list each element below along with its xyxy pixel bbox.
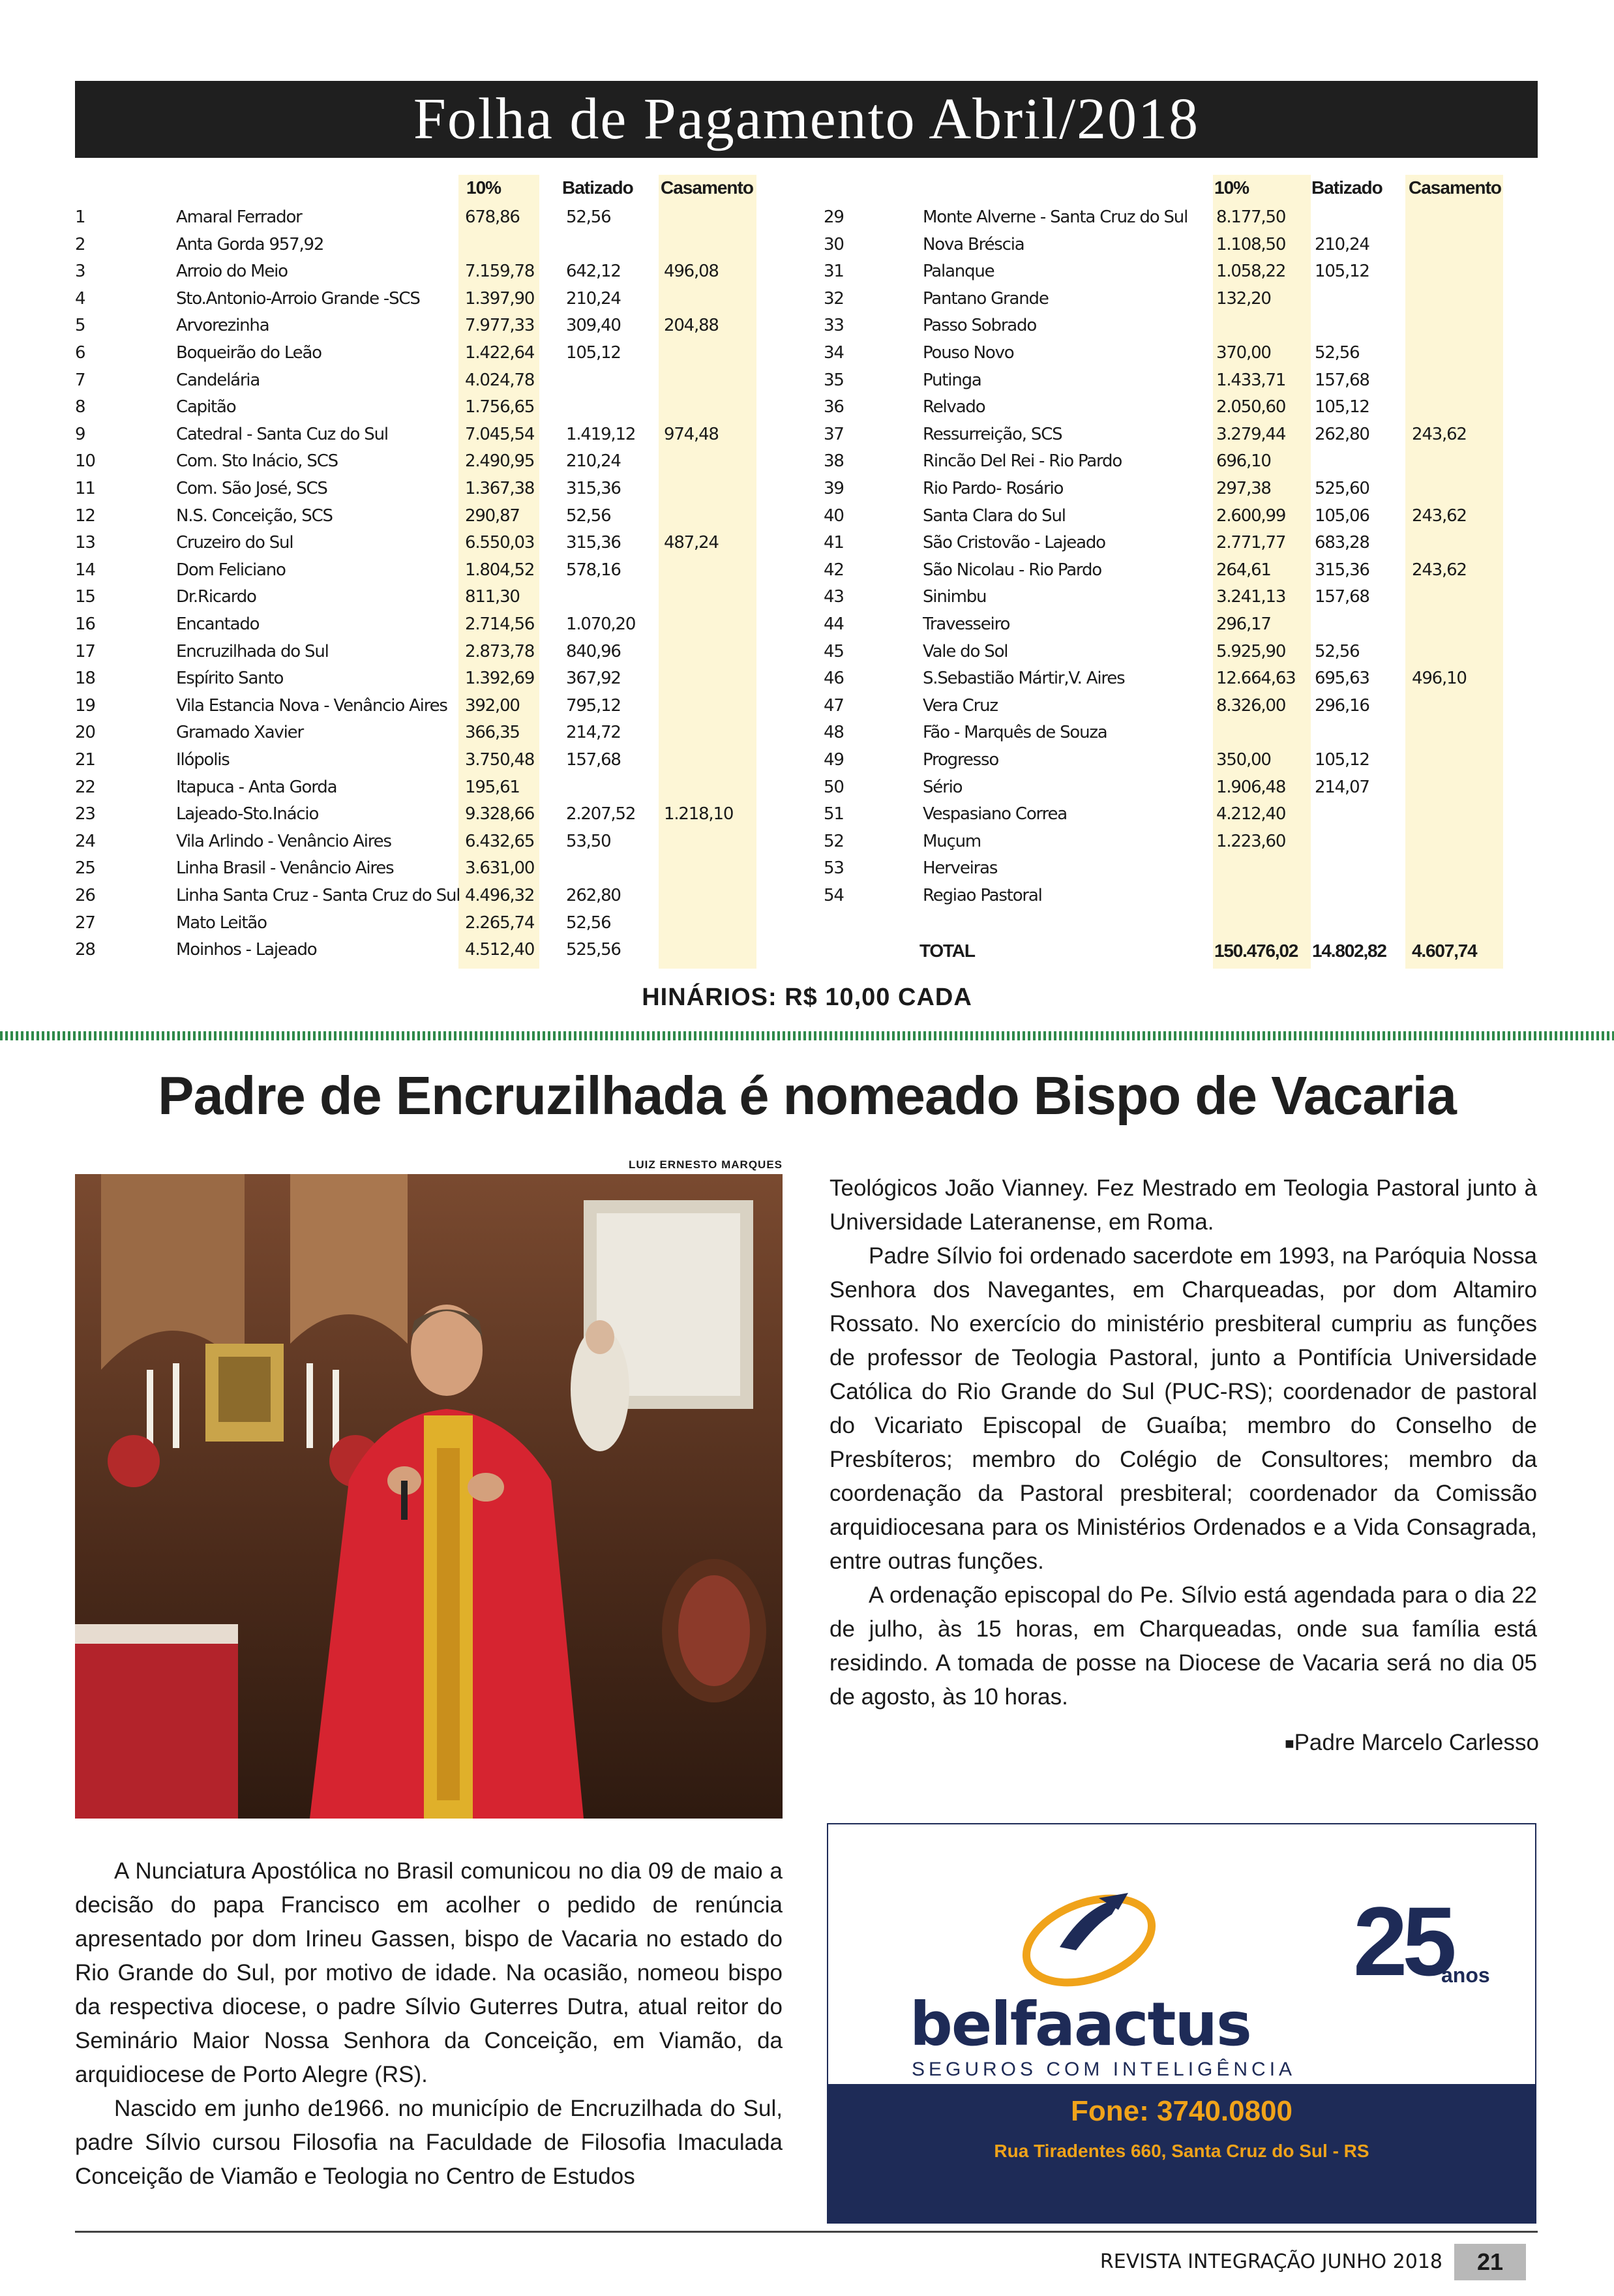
pct-value: 297,38 — [1216, 479, 1271, 498]
parish-name: Relvado — [923, 397, 985, 417]
row-number: 5 — [75, 316, 85, 336]
pct-value: 1.422,64 — [465, 343, 535, 363]
article-author — [1239, 1730, 1539, 1756]
author-name: Padre Marcelo Carlesso — [1294, 1730, 1539, 1755]
casamento-value: 243,62 — [1412, 506, 1467, 526]
batizado-value: 157,68 — [566, 750, 621, 770]
pct-value: 1.108,50 — [1216, 234, 1286, 254]
table-row — [0, 639, 1614, 666]
parish-name: Cruzeiro do Sul — [176, 533, 293, 553]
pct-value: 1.367,38 — [465, 479, 535, 498]
row-number: 38 — [824, 451, 844, 472]
row-number: 34 — [824, 343, 844, 363]
pct-value: 1.397,90 — [465, 288, 535, 309]
parish-name: Com. Sto Inácio, SCS — [176, 451, 338, 472]
parish-name: Rio Pardo- Rosário — [923, 479, 1064, 498]
table-row — [0, 286, 1614, 313]
batizado-value: 315,36 — [566, 479, 621, 498]
photo-credit: LUIZ ERNESTO MARQUES — [629, 1158, 783, 1171]
batizado-value: 157,68 — [1315, 370, 1369, 390]
pct-value: 3.750,48 — [465, 750, 535, 770]
pct-value: 8.326,00 — [1216, 695, 1286, 716]
parish-name: Pouso Novo — [923, 343, 1014, 363]
row-number: 43 — [824, 587, 844, 607]
parish-name: Mato Leitão — [176, 913, 267, 933]
pct-value: 1.058,22 — [1216, 262, 1286, 282]
row-number: 44 — [824, 614, 844, 634]
article-paragraph: Padre Sílvio foi ordenado sacerdote em 1993, na Paróquia Nossa Senhora dos Navegantes, em Charqueadas, por dom Altamiro Rossato. No exercício do ministério presbiteral cumpriu as funções de professor de Teologia Pastoral, junto a Pontifícia Universidade Católica do Rio Grande do Sul (PUC-RS); coordenador de pastoral do Vicariato Episcopal de Guaíba; membro do Conselho de Presbíteros; membro do Colégio de Consultores; membro da coordenação da Pastoral presbiteral; coordenador da Comissão arquidiocesana para os Ministérios Ordenados e a Vida Consagrada, entre outras funções. — [829, 1243, 1537, 1574]
row-number: 40 — [824, 506, 844, 526]
pct-value: 1.223,60 — [1216, 831, 1286, 851]
row-number: 45 — [824, 641, 844, 661]
belfaactus-logo-swoosh-icon — [1014, 1879, 1164, 1989]
pct-value: 7.045,54 — [465, 424, 535, 444]
parish-name: Com. São José, SCS — [176, 479, 327, 498]
parish-name: Ilópolis — [176, 750, 230, 770]
table-row — [0, 665, 1614, 693]
total-pct: 150.476,02 — [1214, 941, 1298, 961]
row-number: 3 — [75, 262, 85, 282]
parish-name: Linha Brasil - Venâncio Aires — [176, 858, 394, 879]
pct-value: 12.664,63 — [1216, 669, 1296, 689]
parish-name: São Nicolau - Rio Pardo — [923, 560, 1101, 580]
row-number: 49 — [824, 750, 844, 770]
row-number: 2 — [75, 234, 85, 254]
batizado-value: 105,06 — [1315, 506, 1369, 526]
parish-name: Vila Arlindo - Venâncio Aires — [176, 831, 391, 851]
table-row — [0, 394, 1614, 421]
table-row — [0, 232, 1614, 259]
parish-name: Arroio do Meio — [176, 262, 288, 282]
table-row — [0, 258, 1614, 286]
parish-name: Herveiras — [923, 858, 998, 879]
table-row — [0, 476, 1614, 503]
parish-name: Itapuca - Anta Gorda — [176, 777, 337, 797]
table-row — [0, 584, 1614, 611]
pct-value: 2.714,56 — [465, 614, 535, 634]
article-paragraph: Teológicos João Vianney. Fez Mestrado em Teologia Pastoral junto à Universidade Lateranense, em Roma. — [829, 1175, 1537, 1235]
page-number: 21 — [1454, 2244, 1526, 2280]
row-number: 6 — [75, 343, 85, 363]
parish-name: Fão - Marquês de Souza — [923, 723, 1107, 743]
parish-name: Ressurreição, SCS — [923, 424, 1062, 444]
total-row — [0, 937, 1614, 965]
batizado-value: 105,12 — [1315, 397, 1369, 417]
row-number: 36 — [824, 397, 844, 417]
pct-value: 1.756,65 — [465, 397, 535, 417]
pct-value: 2.600,99 — [1216, 506, 1286, 526]
pct-value: 1.906,48 — [1216, 777, 1286, 797]
table-row — [0, 693, 1614, 720]
casamento-value: 243,62 — [1412, 424, 1467, 444]
total-label: TOTAL — [919, 941, 975, 961]
batizado-value: 795,12 — [566, 695, 621, 716]
row-number: 31 — [824, 262, 844, 282]
row-number: 50 — [824, 777, 844, 797]
row-number: 10 — [75, 451, 95, 472]
section-divider — [0, 1031, 1614, 1040]
row-number: 53 — [824, 858, 844, 879]
batizado-value: 309,40 — [566, 316, 621, 336]
parish-name: Putinga — [923, 370, 981, 390]
table-row — [0, 204, 1614, 232]
parish-name: N.S. Conceição, SCS — [176, 506, 333, 526]
parish-name: Arvorezinha — [176, 316, 269, 336]
row-number: 26 — [75, 886, 95, 905]
pct-value: 366,35 — [465, 723, 520, 743]
casamento-value: 974,48 — [664, 424, 719, 444]
pct-value: 2.771,77 — [1216, 533, 1286, 553]
total-casamento: 4.607,74 — [1412, 941, 1477, 961]
table-row — [0, 801, 1614, 828]
pct-value: 2.873,78 — [465, 641, 535, 661]
row-number: 17 — [75, 641, 95, 661]
pct-value: 9.328,66 — [465, 804, 535, 824]
row-number: 23 — [75, 804, 95, 824]
table-row — [0, 421, 1614, 449]
table-row — [0, 557, 1614, 584]
row-number: 19 — [75, 695, 95, 716]
pct-value: 6.550,03 — [465, 533, 535, 553]
casamento-value: 204,88 — [664, 316, 719, 336]
parish-name: São Cristovão - Lajeado — [923, 533, 1105, 553]
batizado-value: 52,56 — [1315, 343, 1360, 363]
row-number: 35 — [824, 370, 844, 390]
footer-publication: REVISTA INTEGRAÇÃO JUNHO 2018 — [1099, 2250, 1442, 2273]
row-number: 48 — [824, 723, 844, 743]
batizado-value: 53,50 — [566, 831, 611, 851]
row-number: 29 — [824, 207, 844, 227]
row-number: 46 — [824, 669, 844, 689]
pct-value: 1.392,69 — [465, 669, 535, 689]
casamento-value: 496,08 — [664, 262, 719, 282]
row-number: 18 — [75, 669, 95, 689]
pct-value: 678,86 — [465, 207, 520, 227]
row-number: 54 — [824, 886, 844, 905]
pct-value: 6.432,65 — [465, 831, 535, 851]
priest-photo-illustration — [75, 1174, 783, 1819]
batizado-value: 315,36 — [566, 533, 621, 553]
table-row — [0, 910, 1614, 937]
parish-name: Pantano Grande — [923, 288, 1049, 309]
parish-name: Muçum — [923, 831, 981, 851]
pct-value: 392,00 — [465, 695, 520, 716]
page-title: Folha de Pagamento Abril/2018 — [413, 87, 1200, 151]
parish-name: Encantado — [176, 614, 260, 634]
table-row — [0, 530, 1614, 557]
batizado-value: 367,92 — [566, 669, 621, 689]
article-paragraph: A Nunciatura Apostólica no Brasil comunicou no dia 09 de maio a decisão do papa Francisco em acolher o pedido de renúncia apresentado por dom Irineu Gassen, bispo de Vacaria no estado do Rio Grande do Sul, por motivo de idade. Na ocasião, nomeou bispo da respectiva diocese, o padre Sílvio Guterres Dutra, atual reitor do Seminário Maior Nossa Senhora da Conceição, em Viamão, da arquidiocese de Porto Alegre (RS). — [75, 1858, 783, 2087]
batizado-value: 210,24 — [566, 451, 621, 472]
table-row — [0, 340, 1614, 367]
parish-name: Espírito Santo — [176, 669, 284, 689]
batizado-value: 157,68 — [1315, 587, 1369, 607]
pct-value: 296,17 — [1216, 614, 1271, 634]
pct-value: 811,30 — [465, 587, 520, 607]
pct-value: 1.433,71 — [1216, 370, 1286, 390]
parish-name: Regiao Pastoral — [923, 886, 1042, 905]
parish-name: Sto.Antonio-Arroio Grande -SCS — [176, 288, 420, 309]
parish-name: Palanque — [923, 262, 994, 282]
pct-value: 2.490,95 — [465, 451, 535, 472]
row-number: 14 — [75, 560, 95, 580]
batizado-value: 683,28 — [1315, 533, 1369, 553]
pct-value: 132,20 — [1216, 288, 1271, 309]
ad-phone: Fone: 3740.0800 — [1071, 2095, 1293, 2127]
pct-value: 290,87 — [465, 506, 520, 526]
right-header-casamento: Casamento — [1409, 177, 1501, 198]
parish-name: Monte Alverne - Santa Cruz do Sul — [923, 207, 1188, 227]
batizado-value: 1.070,20 — [566, 614, 636, 634]
pct-value: 7.977,33 — [465, 316, 535, 336]
row-number: 13 — [75, 533, 95, 553]
row-number: 11 — [75, 479, 95, 498]
batizado-value: 315,36 — [1315, 560, 1369, 580]
parish-name: Gramado Xavier — [176, 723, 303, 743]
parish-name: Catedral - Santa Cuz do Sul — [176, 424, 388, 444]
ad-tagline: SEGUROS COM INTELIGÊNCIA — [912, 2059, 1296, 2080]
batizado-value: 2.207,52 — [566, 804, 636, 824]
batizado-value: 105,12 — [1315, 750, 1369, 770]
parish-name: Vale do Sol — [923, 641, 1008, 661]
article-photo — [75, 1174, 783, 1819]
pct-value: 3.279,44 — [1216, 424, 1286, 444]
left-header-casamento: Casamento — [661, 177, 753, 198]
ad-anniversary-number: 25 — [1353, 1886, 1452, 1996]
batizado-value: 262,80 — [566, 886, 621, 905]
row-number: 15 — [75, 587, 95, 607]
casamento-value: 1.218,10 — [664, 804, 734, 824]
table-row — [0, 719, 1614, 747]
parish-name: Capitão — [176, 397, 236, 417]
row-number: 28 — [75, 940, 95, 960]
parish-name: Moinhos - Lajeado — [176, 940, 317, 960]
table-row — [0, 312, 1614, 340]
parish-name: Anta Gorda 957,92 — [176, 234, 324, 254]
parish-name: Dr.Ricardo — [176, 587, 256, 607]
row-number: 7 — [75, 370, 85, 390]
batizado-value: 642,12 — [566, 262, 621, 282]
pct-value: 264,61 — [1216, 560, 1271, 580]
table-row — [0, 883, 1614, 910]
casamento-value: 487,24 — [664, 533, 719, 553]
parish-name: Sinimbu — [923, 587, 987, 607]
batizado-value: 52,56 — [566, 913, 611, 933]
casamento-value: 243,62 — [1412, 560, 1467, 580]
right-header-batizado: Batizado — [1311, 177, 1382, 198]
parish-name: Nova Bréscia — [923, 234, 1024, 254]
batizado-value: 52,56 — [566, 207, 611, 227]
batizado-value: 296,16 — [1315, 695, 1369, 716]
row-number: 27 — [75, 913, 95, 933]
row-number: 8 — [75, 397, 85, 417]
row-number: 42 — [824, 560, 844, 580]
row-number: 33 — [824, 316, 844, 336]
batizado-value: 52,56 — [566, 506, 611, 526]
table-row — [0, 367, 1614, 395]
row-number: 25 — [75, 858, 95, 879]
row-number: 1 — [75, 207, 85, 227]
parish-name: Encruzilhada do Sul — [176, 641, 329, 661]
parish-name: Travesseiro — [923, 614, 1010, 634]
article-headline: Padre de Encruzilhada é nomeado Bispo de Vacaria — [158, 1065, 1456, 1126]
batizado-value: 52,56 — [1315, 641, 1360, 661]
pct-value: 8.177,50 — [1216, 207, 1286, 227]
table-row — [0, 774, 1614, 802]
row-number: 47 — [824, 695, 844, 716]
ad-anniversary-unit: anos — [1441, 1963, 1490, 1987]
pct-value: 3.241,13 — [1216, 587, 1286, 607]
article-paragraph: Nascido em junho de1966. no município de Encruzilhada do Sul, padre Sílvio cursou Filosofia na Faculdade de Filosofia Imaculada Conceição de Viamão e Teologia no Centro de Estudos — [75, 2096, 783, 2189]
pct-value: 4.212,40 — [1216, 804, 1286, 824]
row-number: 52 — [824, 831, 844, 851]
parish-name: Boqueirão do Leão — [176, 343, 321, 363]
author-bullet-icon: ■ — [1285, 1734, 1294, 1753]
batizado-value: 214,72 — [566, 723, 621, 743]
row-number: 51 — [824, 804, 844, 824]
pct-value: 370,00 — [1216, 343, 1271, 363]
pct-value: 195,61 — [465, 777, 520, 797]
row-number: 20 — [75, 723, 95, 743]
right-header-pct: 10% — [1214, 177, 1249, 198]
parish-name: Amaral Ferrador — [176, 207, 302, 227]
pct-value: 3.631,00 — [465, 858, 535, 879]
batizado-value: 210,24 — [1315, 234, 1369, 254]
pct-value: 4.512,40 — [465, 940, 535, 960]
batizado-value: 210,24 — [566, 288, 621, 309]
parish-name: Lajeado-Sto.Inácio — [176, 804, 319, 824]
batizado-value: 105,12 — [1315, 262, 1369, 282]
left-header-batizado: Batizado — [562, 177, 633, 198]
parish-name: Santa Clara do Sul — [923, 506, 1066, 526]
row-number: 24 — [75, 831, 95, 851]
pct-value: 4.496,32 — [465, 886, 535, 905]
row-number: 37 — [824, 424, 844, 444]
article-column-right — [829, 1171, 1537, 1714]
pct-value: 5.925,90 — [1216, 641, 1286, 661]
casamento-value: 496,10 — [1412, 669, 1467, 689]
parish-name: Vera Cruz — [923, 695, 998, 716]
batizado-value: 1.419,12 — [566, 424, 636, 444]
row-number: 16 — [75, 614, 95, 634]
batizado-value: 840,96 — [566, 641, 621, 661]
parish-name: Passo Sobrado — [923, 316, 1037, 336]
table-row — [0, 503, 1614, 530]
table-row — [0, 828, 1614, 856]
row-number: 39 — [824, 479, 844, 498]
table-row — [0, 747, 1614, 774]
batizado-value: 105,12 — [566, 343, 621, 363]
ad-brand-name: belfaactus — [910, 1989, 1251, 2059]
pct-value: 2.265,74 — [465, 913, 535, 933]
batizado-value: 695,63 — [1315, 669, 1369, 689]
row-number: 21 — [75, 750, 95, 770]
table-row — [0, 611, 1614, 639]
row-number: 9 — [75, 424, 85, 444]
row-number: 30 — [824, 234, 844, 254]
parish-name: S.Sebastião Mártir,V. Aires — [923, 669, 1125, 689]
pct-value: 1.804,52 — [465, 560, 535, 580]
batizado-value: 525,60 — [1315, 479, 1369, 498]
footer-rule — [75, 2231, 1538, 2233]
row-number: 4 — [75, 288, 85, 309]
row-number: 41 — [824, 533, 844, 553]
pct-value: 4.024,78 — [465, 370, 535, 390]
parish-name: Candelária — [176, 370, 260, 390]
row-number: 12 — [75, 506, 95, 526]
row-number: 22 — [75, 777, 95, 797]
pct-value: 7.159,78 — [465, 262, 535, 282]
batizado-value: 525,56 — [566, 940, 621, 960]
parish-name: Progresso — [923, 750, 999, 770]
left-header-pct: 10% — [466, 177, 501, 198]
parish-name: Sério — [923, 777, 963, 797]
parish-name: Rincão Del Rei - Rio Pardo — [923, 451, 1122, 472]
table-row — [0, 855, 1614, 883]
batizado-value: 214,07 — [1315, 777, 1369, 797]
pct-value: 696,10 — [1216, 451, 1271, 472]
article-paragraph: A ordenação episcopal do Pe. Sílvio está agendada para o dia 22 de julho, às 15 horas, em Charqueadas, onde sua família está residindo. A tomada de posse na Diocese de Vacaria será no dia 05 de agosto, às 10 horas. — [829, 1582, 1537, 1710]
table-row — [0, 448, 1614, 476]
ad-address: Rua Tiradentes 660, Santa Cruz do Sul - RS — [994, 2141, 1369, 2161]
batizado-value: 262,80 — [1315, 424, 1369, 444]
article-column-left — [75, 1854, 783, 2194]
batizado-value: 578,16 — [566, 560, 621, 580]
parish-name: Linha Santa Cruz - Santa Cruz do Sul — [176, 886, 460, 905]
pct-value: 350,00 — [1216, 750, 1271, 770]
row-number: 32 — [824, 288, 844, 309]
hinarios-price-note: HINÁRIOS: R$ 10,00 CADA — [642, 984, 972, 1011]
total-batizado: 14.802,82 — [1312, 941, 1386, 961]
pct-value: 2.050,60 — [1216, 397, 1286, 417]
parish-name: Vespasiano Correa — [923, 804, 1068, 824]
parish-name: Dom Feliciano — [176, 560, 286, 580]
parish-name: Vila Estancia Nova - Venâncio Aires — [176, 695, 447, 716]
